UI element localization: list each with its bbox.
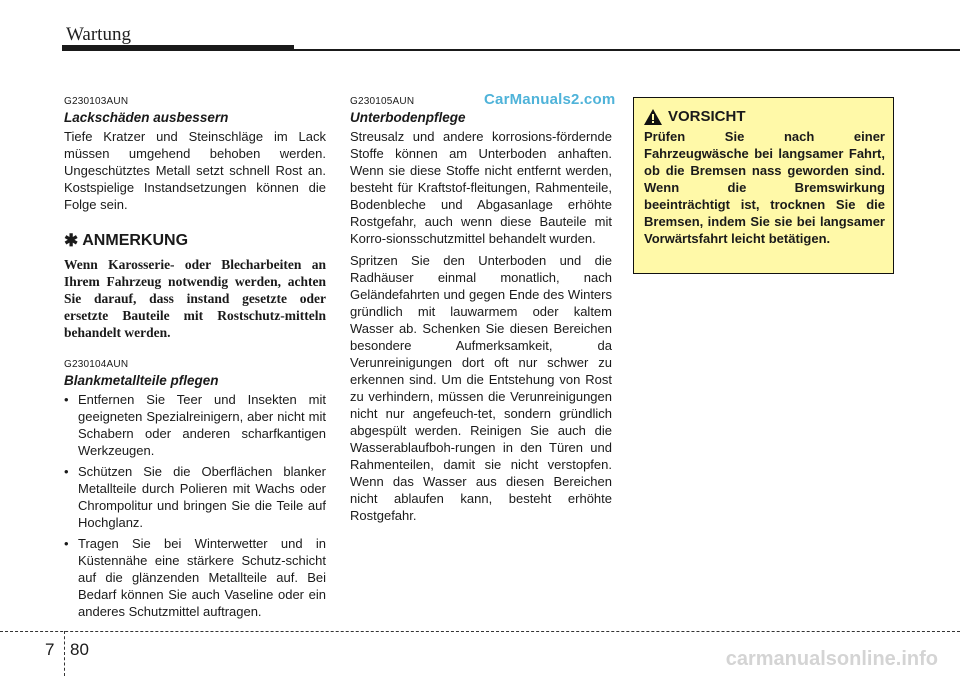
- list-item-text: Entfernen Sie Teer und Insekten mit geeigneten Spezialreinigern, aber nicht mit Schabern oder anderen scharfkantigen Werkzeugen.: [78, 392, 326, 458]
- site-watermark: carmanualsonline.info: [725, 648, 938, 670]
- list-item: [64, 391, 326, 459]
- section-paragraph: Tiefe Kratzer und Steinschläge im Lack müssen umgehend behoben werden. Ungeschütztes Metall setzt schnell Rost an. Kostspielige Instandsetzungen können die Folge sein.: [64, 129, 326, 212]
- header-rule: [294, 49, 960, 51]
- bullet-icon: •: [64, 464, 69, 479]
- section-paragraph: Streusalz und andere korrosions-fördernde Stoffe können am Unterboden anhaften. Wenn sie diese Stoffe nicht entfernt werden, besteht für Kraftstof-fleitungen, Rahmenteile, Bodenbleche und Abgasanlage erhöhte Rostgefahr, auch wenn diese Bauteile mit Korro-sionsschutzmittel behandelt wurden.: [350, 129, 612, 246]
- section-title: Lackschäden ausbessern: [64, 110, 229, 125]
- bullet-icon: •: [64, 392, 69, 407]
- section-code: G230103AUN: [64, 96, 129, 107]
- bullet-list: [64, 391, 326, 620]
- caution-text: Prüfen Sie nach einer Fahrzeugwäsche bei langsamer Fahrt, ob die Bremsen nass geworden sind. Wenn die Bremswirkung beeinträchtigt ist, trocknen Sie die Bremsen, indem Sie sie bei langsamer Vorwärtsfahrt leicht betätigen.: [644, 129, 885, 246]
- footer-divider: [64, 631, 65, 676]
- list-item: [64, 463, 326, 531]
- section-title: Unterbodenpflege: [350, 110, 466, 125]
- list-item: [64, 535, 326, 620]
- caution-box: [633, 97, 894, 274]
- caution-header: [644, 108, 885, 125]
- caution-title: VORSICHT: [668, 108, 746, 125]
- chapter-number: 7: [45, 640, 55, 659]
- section-paragraph: Spritzen Sie den Unterboden und die Radhäuser einmal monatlich, nach Geländefahrten und gegen Ende des Winters gründlich mit lauwarmem oder kaltem Wasser ab. Schenken Sie diesen Bereichen besondere Aufmerksamkeit, da Verunreinigungen dort oft nur schwer zu erkennen sind. Um die Entstehung von Rost zu verhindern, müssen die Verunreinigungen nicht nur angefeuch-tet, sondern gründlich abgespült werden. Reinigen Sie auch die Wasserablaufboh-rungen in den Türen und Rahmenteilen, damit sie nicht verstopfen. Wenn das Wasser aus diesen Bereichen nicht ablaufen kann, besteht erhöhte Rostgefahr.: [350, 253, 612, 523]
- watermark-link[interactable]: CarManuals2.com: [484, 91, 616, 108]
- note-text: Wenn Karosserie- oder Blecharbeiten an Ihrem Fahrzeug notwendig werden, achten Sie darauf, dass instand gesetzte oder ersetzte Bauteile mit Rostschutz-mitteln behandelt werden.: [64, 257, 326, 340]
- page-number: 80: [70, 640, 89, 659]
- note-heading: [64, 231, 326, 251]
- bullet-icon: •: [64, 536, 69, 551]
- footer-rule: [0, 631, 960, 632]
- list-item-text: Tragen Sie bei Winterwetter und in Küstennähe eine stärkere Schutz-schicht auf die glänzenden Metallteile auf. Bei Bedarf können Sie auch Vaseline oder ein anderes Schutzmittel auftragen.: [78, 536, 326, 619]
- left-column: [64, 96, 326, 624]
- star-icon: ✱: [64, 231, 79, 250]
- header-bar-thick: [62, 45, 294, 51]
- note-heading-label: ANMERKUNG: [82, 232, 189, 249]
- list-item-text: Schützen Sie die Oberflächen blanker Metallteile durch Polieren mit Wachs oder Chrompolitur und bringen Sie die Teile auf Hochglanz.: [78, 464, 326, 530]
- section-code: G230105AUN: [350, 96, 415, 107]
- middle-column: [350, 96, 612, 524]
- section-title: Blankmetallteile pflegen: [64, 373, 219, 388]
- section-code: G230104AUN: [64, 359, 129, 370]
- warning-triangle-icon: [644, 109, 662, 125]
- page-section-title: Wartung: [66, 24, 131, 45]
